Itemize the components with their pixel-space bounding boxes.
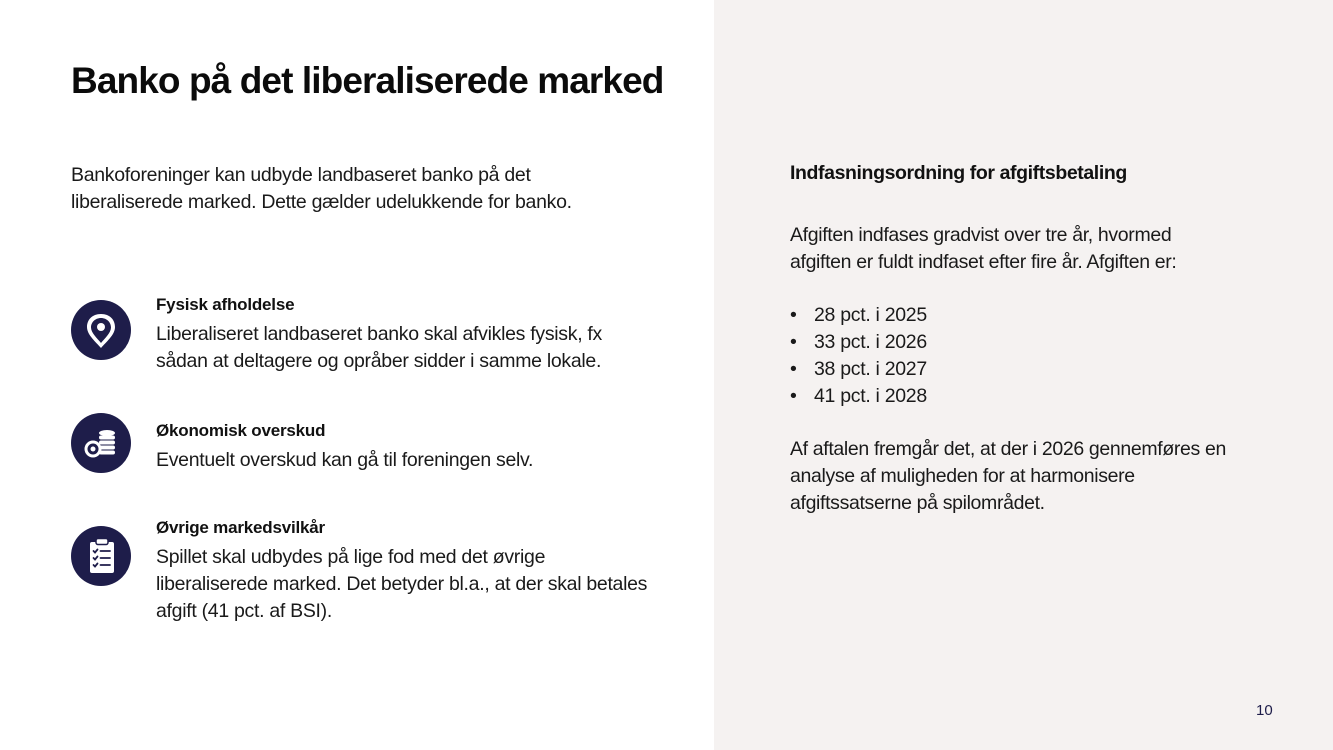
list-item: • 38 pct. i 2027 bbox=[790, 356, 927, 383]
feature-heading: Økonomisk overskud bbox=[156, 421, 326, 440]
slide-title: Banko på det liberaliserede marked bbox=[71, 60, 664, 101]
rate-list bbox=[790, 302, 927, 410]
clipboard-checklist-icon bbox=[71, 526, 131, 586]
list-item: • 41 pct. i 2028 bbox=[790, 383, 927, 410]
location-pin-icon bbox=[71, 300, 131, 360]
phase-in-paragraph: Afgiften indfases gradvist over tre år, hvormed afgiften er fuldt indfaset efter fire år. Afgiften er: bbox=[790, 224, 1177, 273]
feature-text: Eventuelt overskud kan gå til foreningen selv. bbox=[156, 449, 534, 471]
feature-heading: Øvrige markedsvilkår bbox=[156, 518, 325, 537]
phase-in-heading: Indfasningsordning for afgiftsbetaling bbox=[790, 162, 1127, 184]
coins-icon bbox=[71, 413, 131, 473]
page-number: 10 bbox=[1256, 702, 1273, 719]
analysis-paragraph: Af aftalen fremgår det, at der i 2026 gennemføres en analyse af muligheden for at harmonisere afgiftssatserne på spilområdet. bbox=[790, 438, 1226, 514]
intro-text: Bankoforeninger kan udbyde landbaseret banko på det liberaliserede marked. Dette gælder udelukkende for banko. bbox=[71, 164, 572, 213]
list-item: • 28 pct. i 2025 bbox=[790, 302, 927, 329]
feature-heading: Fysisk afholdelse bbox=[156, 295, 295, 314]
feature-text: Liberaliseret landbaseret banko skal afvikles fysisk, fx sådan at deltagere og opråber sidder i samme lokale. bbox=[156, 323, 603, 372]
list-item: • 33 pct. i 2026 bbox=[790, 329, 927, 356]
feature-text: Spillet skal udbydes på lige fod med det øvrige liberaliserede marked. Det betyder bl.a., at der skal betales afgift (41 pct. af BSI). bbox=[156, 546, 648, 622]
